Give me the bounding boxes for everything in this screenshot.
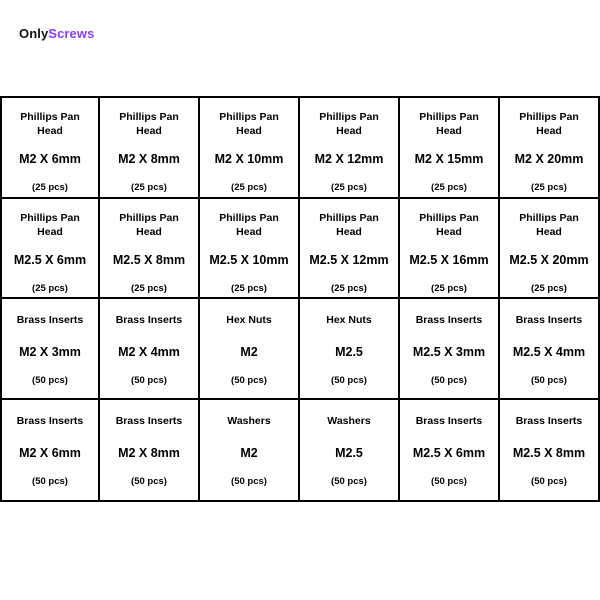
compartment-quantity: (50 pcs) (531, 475, 567, 487)
compartment-title: Hex Nuts (326, 314, 372, 326)
compartment-quantity: (50 pcs) (231, 375, 267, 386)
compartment-cell (500, 400, 600, 501)
compartment-quantity: (25 pcs) (331, 182, 367, 193)
compartment-quantity: (25 pcs) (431, 182, 467, 193)
compartment-quantity: (50 pcs) (431, 475, 467, 487)
compartment-quantity: (25 pcs) (32, 182, 68, 193)
compartment-title: Washers (227, 414, 271, 427)
compartment-size: M2 X 8mm (118, 445, 180, 460)
compartment-quantity: (25 pcs) (331, 282, 367, 294)
compartment-title: Phillips Pan Head (20, 211, 80, 238)
compartment-size: M2.5 X 8mm (512, 445, 586, 460)
compartment-size: M2.5 X 4mm (512, 345, 586, 359)
compartment-title: Brass Inserts (515, 414, 583, 427)
compartment-size: M2.5 (335, 345, 363, 359)
compartment-size: M2 X 20mm (514, 152, 584, 166)
compartment-cell (400, 98, 500, 199)
compartment-cell (200, 199, 300, 300)
compartment-cell (500, 199, 600, 300)
compartment-title: Phillips Pan Head (419, 111, 479, 137)
compartment-size: M2 X 10mm (214, 152, 284, 166)
compartment-title: Hex Nuts (226, 314, 272, 326)
brand-name-part1: Only (19, 26, 49, 41)
compartment-quantity: (50 pcs) (32, 475, 68, 487)
compartment-size: M2 X 6mm (19, 152, 81, 166)
compartment-title: Brass Inserts (115, 314, 183, 326)
compartment-quantity: (50 pcs) (331, 475, 367, 487)
compartment-quantity: (25 pcs) (531, 182, 567, 193)
compartment-size: M2 (240, 345, 258, 359)
compartment-cell (0, 98, 100, 199)
compartment-quantity: (25 pcs) (131, 182, 167, 193)
assortment-grid (0, 96, 600, 502)
compartment-cell (300, 98, 400, 199)
compartment-title: Brass Inserts (16, 314, 84, 326)
compartment-size: M2.5 X 6mm (412, 445, 486, 460)
compartment-quantity: (50 pcs) (32, 375, 68, 386)
compartment-cell (300, 299, 400, 400)
compartment-quantity: (50 pcs) (431, 375, 467, 386)
brand-name-part2: Screws (48, 26, 95, 41)
compartment-cell (400, 400, 500, 501)
compartment-title: Brass Inserts (115, 414, 183, 427)
compartment-cell (300, 400, 400, 501)
compartment-cell (400, 299, 500, 400)
compartment-quantity: (50 pcs) (231, 475, 267, 487)
compartment-quantity: (25 pcs) (231, 282, 267, 294)
compartment-size: M2 X 15mm (414, 152, 484, 166)
compartment-size: M2 X 3mm (19, 345, 81, 359)
compartment-size: M2 X 8mm (118, 152, 180, 166)
compartment-size: M2.5 X 20mm (509, 252, 589, 267)
compartment-size: M2.5 X 16mm (409, 252, 489, 267)
compartment-title: Phillips Pan Head (219, 111, 279, 137)
compartment-title: Phillips Pan Head (419, 211, 479, 238)
compartment-title: Phillips Pan Head (319, 111, 379, 137)
compartment-title: Phillips Pan Head (20, 111, 80, 137)
compartment-title: Phillips Pan Head (519, 111, 579, 137)
compartment-quantity: (25 pcs) (131, 282, 167, 294)
compartment-quantity: (25 pcs) (32, 282, 68, 294)
compartment-quantity: (50 pcs) (331, 375, 367, 386)
compartment-size: M2.5 (335, 445, 363, 460)
compartment-quantity: (25 pcs) (431, 282, 467, 294)
compartment-title: Phillips Pan Head (119, 111, 179, 137)
compartment-quantity: (50 pcs) (131, 475, 167, 487)
compartment-size: M2 (240, 445, 258, 460)
compartment-size: M2.5 X 12mm (309, 252, 389, 267)
compartment-title: Phillips Pan Head (319, 211, 379, 238)
compartment-cell (500, 98, 600, 199)
compartment-quantity: (25 pcs) (531, 282, 567, 294)
compartment-title: Brass Inserts (415, 414, 483, 427)
compartment-cell (0, 400, 100, 501)
compartment-cell (200, 400, 300, 501)
compartment-size: M2 X 4mm (118, 345, 180, 359)
compartment-quantity: (50 pcs) (531, 375, 567, 386)
compartment-cell (0, 199, 100, 300)
compartment-cell (500, 299, 600, 400)
compartment-cell (100, 98, 200, 199)
compartment-size: M2 X 6mm (19, 445, 81, 460)
compartment-cell (100, 199, 200, 300)
compartment-cell (400, 199, 500, 300)
compartment-size: M2.5 X 3mm (412, 345, 486, 359)
compartment-title: Washers (327, 414, 371, 427)
compartment-size: M2.5 X 10mm (209, 252, 289, 267)
compartment-title: Brass Inserts (16, 414, 84, 427)
compartment-size: M2.5 X 6mm (13, 252, 87, 267)
compartment-size: M2.5 X 8mm (112, 252, 186, 267)
compartment-title: Phillips Pan Head (519, 211, 579, 238)
compartment-cell (200, 299, 300, 400)
compartment-title: Brass Inserts (415, 314, 483, 326)
compartment-title: Phillips Pan Head (219, 211, 279, 238)
compartment-cell (0, 299, 100, 400)
compartment-title: Phillips Pan Head (119, 211, 179, 238)
compartment-quantity: (25 pcs) (231, 182, 267, 193)
compartment-cell (100, 299, 200, 400)
compartment-quantity: (50 pcs) (131, 375, 167, 386)
compartment-cell (100, 400, 200, 501)
compartment-size: M2 X 12mm (314, 152, 384, 166)
brand-logo (19, 26, 94, 41)
compartment-cell (200, 98, 300, 199)
compartment-title: Brass Inserts (515, 314, 583, 326)
compartment-cell (300, 199, 400, 300)
